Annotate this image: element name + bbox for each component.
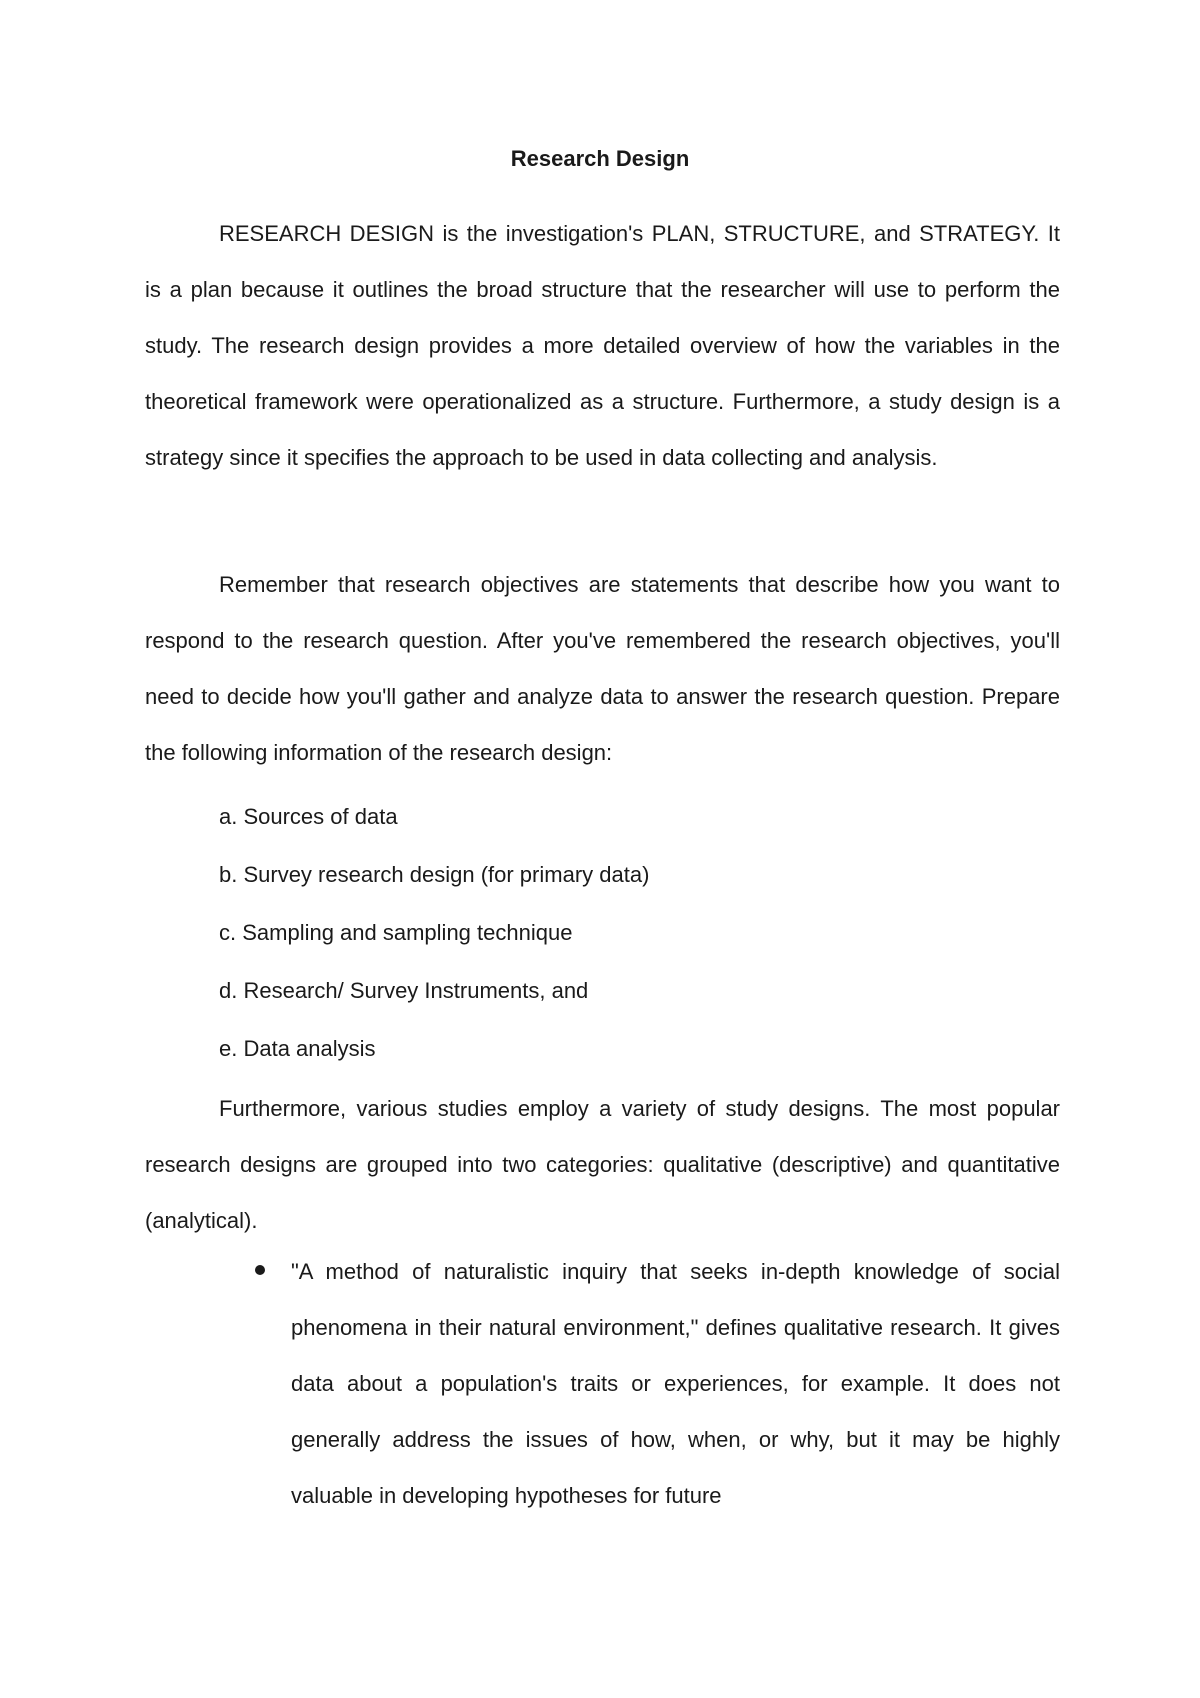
- research-design-info-list: [219, 800, 1019, 1090]
- list-item: c. Sampling and sampling technique: [219, 920, 573, 945]
- list-item: e. Data analysis: [219, 1036, 376, 1061]
- paragraph-design-categories: Furthermore, various studies employ a variety of study designs. The most popular research designs are grouped into two categories: qualitative (descriptive) and quantitative (analytical).: [145, 1096, 1060, 1233]
- list-item: d. Research/ Survey Instruments, and: [219, 978, 589, 1003]
- paragraph-research-design-definition: RESEARCH DESIGN is the investigation's PLAN, STRUCTURE, and STRATEGY. It is a plan because it outlines the broad structure that the researcher will use to perform the study. The research design provides a more detailed overview of how the variables in the theoretical framework were operationalized as a structure. Furthermore, a study design is a strategy since it specifies the approach to be used in data collecting and analysis.: [145, 221, 1060, 470]
- paragraph-research-objectives: Remember that research objectives are statements that describe how you want to respond to the research question. After you've remembered the research objectives, you'll need to decide how you'll gather and analyze data to answer the research question. Prepare the following information of the research design:: [145, 572, 1060, 765]
- bullet-icon: [255, 1265, 265, 1275]
- list-item: b. Survey research design (for primary data): [219, 862, 650, 887]
- list-item: a. Sources of data: [219, 804, 398, 829]
- document-title: Research Design: [510, 146, 690, 171]
- bullet-qualitative-research: "A method of naturalistic inquiry that seeks in-depth knowledge of social phenomena in their natural environment," defines qualitative research. It gives data about a population's traits or experiences, for example. It does not generally address the issues of how, when, or why, but it may be highly valuable in developing hypotheses for future: [291, 1259, 1060, 1508]
